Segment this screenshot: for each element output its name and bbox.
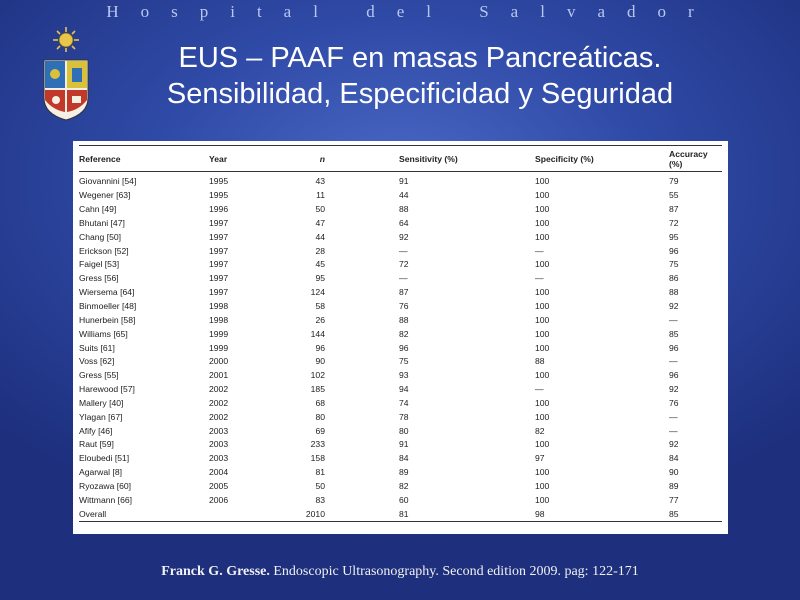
- table-row: [79, 507, 722, 521]
- university-crest-icon: [38, 26, 94, 122]
- cell-year: 1997: [209, 287, 229, 298]
- cell-specificity: 97: [535, 453, 545, 464]
- cell-accuracy: 79: [669, 176, 679, 187]
- cell-year: 2002: [209, 411, 229, 422]
- cell-year: 1998: [209, 301, 229, 312]
- cell-year: 2003: [209, 439, 229, 450]
- cell-sensitivity: 44: [399, 190, 409, 201]
- cell-specificity: 100: [535, 231, 550, 242]
- cell-accuracy: 96: [669, 245, 679, 256]
- cell-specificity: 82: [535, 425, 545, 436]
- cell-specificity: 88: [535, 356, 545, 367]
- cell-n: 124: [310, 287, 325, 298]
- table-row: [79, 230, 722, 244]
- cell-sensitivity: 89: [399, 467, 409, 478]
- cell-year: 1997: [209, 259, 229, 270]
- cell-year: 1997: [209, 245, 229, 256]
- cell-n: 28: [315, 245, 325, 256]
- cell-sensitivity: 78: [399, 411, 409, 422]
- cell-accuracy: —: [669, 411, 678, 422]
- cell-accuracy: 86: [669, 273, 679, 284]
- citation: [0, 564, 800, 580]
- cell-n: 45: [315, 259, 325, 270]
- cell-accuracy: 95: [669, 231, 679, 242]
- cell-reference: Wegener [63]: [79, 190, 131, 201]
- cell-reference: Overall: [79, 507, 209, 521]
- cell-specificity: 100: [535, 494, 550, 505]
- cell-specificity: 100: [535, 176, 550, 187]
- cell-accuracy: 85: [669, 507, 722, 521]
- table-row: [79, 244, 722, 258]
- cell-year: 2001: [209, 370, 229, 381]
- cell-accuracy: 76: [669, 397, 679, 408]
- cell-year: 2006: [209, 494, 229, 505]
- cell-accuracy: 85: [669, 328, 679, 339]
- cell-n: 43: [315, 176, 325, 187]
- cell-n: 69: [315, 425, 325, 436]
- cell-accuracy: 92: [669, 439, 679, 450]
- cell-sensitivity: —: [399, 245, 408, 256]
- col-header-reference: Reference: [79, 146, 209, 172]
- cell-n: 96: [315, 342, 325, 353]
- cell-sensitivity: 87: [399, 287, 409, 298]
- cell-year: 1996: [209, 204, 229, 215]
- cell-reference: Afify [46]: [79, 425, 113, 436]
- cell-sensitivity: 81: [325, 507, 535, 521]
- cell-year: 2000: [209, 356, 229, 367]
- cell-n: 44: [315, 231, 325, 242]
- table-row: [79, 493, 722, 507]
- cell-sensitivity: 75: [399, 356, 409, 367]
- cell-reference: Erickson [52]: [79, 245, 129, 256]
- table-header-row: [79, 146, 722, 172]
- cell-n: 47: [315, 217, 325, 228]
- cell-year: 1997: [209, 273, 229, 284]
- cell-n: 233: [310, 439, 325, 450]
- study-table-card: [73, 141, 728, 534]
- col-header-accuracy: Accuracy (%): [669, 146, 722, 172]
- cell-year: 2003: [209, 453, 229, 464]
- cell-n: 11: [316, 190, 325, 201]
- table-row: [79, 258, 722, 272]
- cell-accuracy: 92: [669, 301, 679, 312]
- hospital-name: Hospital del Salvador: [106, 2, 716, 21]
- table-row: [79, 424, 722, 438]
- cell-accuracy: —: [669, 425, 678, 436]
- cell-sensitivity: 91: [399, 176, 409, 187]
- cell-n: 81: [315, 467, 325, 478]
- cell-sensitivity: 76: [399, 301, 409, 312]
- table-row: [79, 272, 722, 286]
- table-row: [79, 286, 722, 300]
- col-header-n: n: [279, 146, 325, 172]
- cell-accuracy: 75: [669, 259, 679, 270]
- cell-reference: Bhutani [47]: [79, 217, 125, 228]
- cell-reference: Gress [56]: [79, 273, 119, 284]
- cell-reference: Gress [55]: [79, 370, 119, 381]
- cell-n: 185: [310, 384, 325, 395]
- slide-title-line1: EUS – PAAF en masas Pancreáticas.: [178, 42, 662, 74]
- table-row: [79, 466, 722, 480]
- cell-accuracy: 77: [669, 494, 679, 505]
- table-row: [79, 172, 722, 189]
- cell-year: 2003: [209, 425, 229, 436]
- cell-accuracy: 87: [669, 204, 679, 215]
- cell-accuracy: 96: [669, 342, 679, 353]
- cell-sensitivity: 84: [399, 453, 409, 464]
- table-row: [79, 203, 722, 217]
- table-row: [79, 341, 722, 355]
- cell-reference: Wittmann [66]: [79, 494, 133, 505]
- cell-specificity: —: [535, 245, 544, 256]
- cell-year: 2005: [209, 480, 229, 491]
- cell-reference: Harewood [57]: [79, 384, 135, 395]
- cell-accuracy: 89: [669, 480, 679, 491]
- cell-sensitivity: 93: [399, 370, 409, 381]
- cell-n: 83: [315, 494, 325, 505]
- cell-n: 90: [315, 356, 325, 367]
- cell-year: 2002: [209, 384, 229, 395]
- cell-sensitivity: 94: [399, 384, 409, 395]
- cell-n: 58: [315, 301, 325, 312]
- table-row: [79, 217, 722, 231]
- cell-sensitivity: 96: [399, 342, 409, 353]
- cell-sensitivity: 91: [399, 439, 409, 450]
- cell-reference: Binmoeller [48]: [79, 301, 137, 312]
- col-header-specificity: Specificity (%): [535, 146, 669, 172]
- cell-accuracy: —: [669, 314, 678, 325]
- cell-n: 80: [315, 411, 325, 422]
- cell-sensitivity: 92: [399, 231, 409, 242]
- cell-n: 2010: [279, 507, 325, 521]
- cell-reference: Chang [50]: [79, 231, 122, 242]
- cell-sensitivity: 82: [399, 480, 409, 491]
- cell-year: 2002: [209, 397, 229, 408]
- cell-reference: Faigel [53]: [79, 259, 120, 270]
- cell-sensitivity: 88: [399, 204, 409, 215]
- citation-text: Endoscopic Ultrasonography. Second edition 2009. pag: 122-171: [269, 564, 639, 579]
- table-body: [79, 172, 722, 522]
- cell-specificity: 100: [535, 342, 550, 353]
- cell-year: 2004: [209, 467, 229, 478]
- cell-sensitivity: 82: [399, 328, 409, 339]
- table-row: [79, 313, 722, 327]
- table-row: [79, 397, 722, 411]
- cell-specificity: 100: [535, 217, 550, 228]
- cell-reference: Suits [61]: [79, 342, 115, 353]
- cell-specificity: —: [535, 273, 544, 284]
- cell-sensitivity: 72: [399, 259, 409, 270]
- col-header-year: Year: [209, 146, 279, 172]
- cell-year: 1999: [209, 342, 229, 353]
- cell-specificity: 100: [535, 439, 550, 450]
- cell-reference: Hunerbein [58]: [79, 314, 136, 325]
- cell-reference: Wiersema [64]: [79, 287, 135, 298]
- cell-accuracy: 96: [669, 370, 679, 381]
- cell-year: 1998: [209, 314, 229, 325]
- cell-sensitivity: 64: [399, 217, 409, 228]
- cell-reference: Agarwal [8]: [79, 467, 122, 478]
- cell-accuracy: 88: [669, 287, 679, 298]
- cell-year: [209, 507, 279, 521]
- cell-reference: Eloubedi [51]: [79, 453, 130, 464]
- table-row: [79, 189, 722, 203]
- cell-specificity: 100: [535, 204, 550, 215]
- cell-sensitivity: 88: [399, 314, 409, 325]
- cell-reference: Ylagan [67]: [79, 411, 123, 422]
- table-row: [79, 410, 722, 424]
- cell-specificity: 98: [535, 507, 669, 521]
- cell-accuracy: 72: [669, 217, 679, 228]
- citation-author: Franck G. Gresse.: [161, 564, 270, 579]
- cell-specificity: 100: [535, 411, 550, 422]
- cell-reference: Ryozawa [60]: [79, 480, 132, 491]
- cell-specificity: 100: [535, 480, 550, 491]
- table-row: [79, 383, 722, 397]
- cell-specificity: 100: [535, 370, 550, 381]
- cell-specificity: 100: [535, 328, 550, 339]
- cell-n: 102: [310, 370, 325, 381]
- slide-title-line2: Sensibilidad, Especificidad y Seguridad: [166, 78, 674, 110]
- cell-specificity: 100: [535, 397, 550, 408]
- cell-year: 1995: [209, 190, 229, 201]
- cell-accuracy: 90: [669, 467, 679, 478]
- cell-n: 68: [315, 397, 325, 408]
- table-row: [79, 480, 722, 494]
- cell-accuracy: 55: [669, 190, 679, 201]
- cell-reference: Giovannini [54]: [79, 176, 137, 187]
- cell-n: 26: [315, 314, 325, 325]
- cell-specificity: 100: [535, 259, 550, 270]
- cell-reference: Raut [59]: [79, 439, 114, 450]
- cell-sensitivity: 80: [399, 425, 409, 436]
- cell-specificity: —: [535, 384, 544, 395]
- cell-year: 1995: [209, 176, 229, 187]
- cell-n: 50: [315, 480, 325, 491]
- table-row: [79, 369, 722, 383]
- cell-reference: Cahn [49]: [79, 204, 117, 215]
- table-row: [79, 355, 722, 369]
- table-row: [79, 452, 722, 466]
- cell-sensitivity: 60: [399, 494, 409, 505]
- cell-reference: Williams [65]: [79, 328, 128, 339]
- cell-specificity: 100: [535, 314, 550, 325]
- cell-specificity: 100: [535, 190, 550, 201]
- cell-accuracy: —: [669, 356, 678, 367]
- cell-n: 144: [310, 328, 325, 339]
- cell-accuracy: 84: [669, 453, 679, 464]
- table-row: [79, 300, 722, 314]
- cell-specificity: 100: [535, 287, 550, 298]
- cell-specificity: 100: [535, 467, 550, 478]
- study-table: [79, 145, 722, 522]
- col-header-sensitivity: Sensitivity (%): [325, 146, 535, 172]
- cell-sensitivity: —: [399, 273, 408, 284]
- cell-reference: Mallery [40]: [79, 397, 124, 408]
- cell-sensitivity: 74: [399, 397, 409, 408]
- cell-reference: Voss [62]: [79, 356, 115, 367]
- cell-year: 1997: [209, 217, 229, 228]
- cell-specificity: 100: [535, 301, 550, 312]
- cell-accuracy: 92: [669, 384, 679, 395]
- table-row: [79, 327, 722, 341]
- cell-year: 1997: [209, 231, 229, 242]
- cell-n: 95: [315, 273, 325, 284]
- cell-n: 158: [310, 453, 325, 464]
- cell-year: 1999: [209, 328, 229, 339]
- table-row: [79, 438, 722, 452]
- cell-n: 50: [315, 204, 325, 215]
